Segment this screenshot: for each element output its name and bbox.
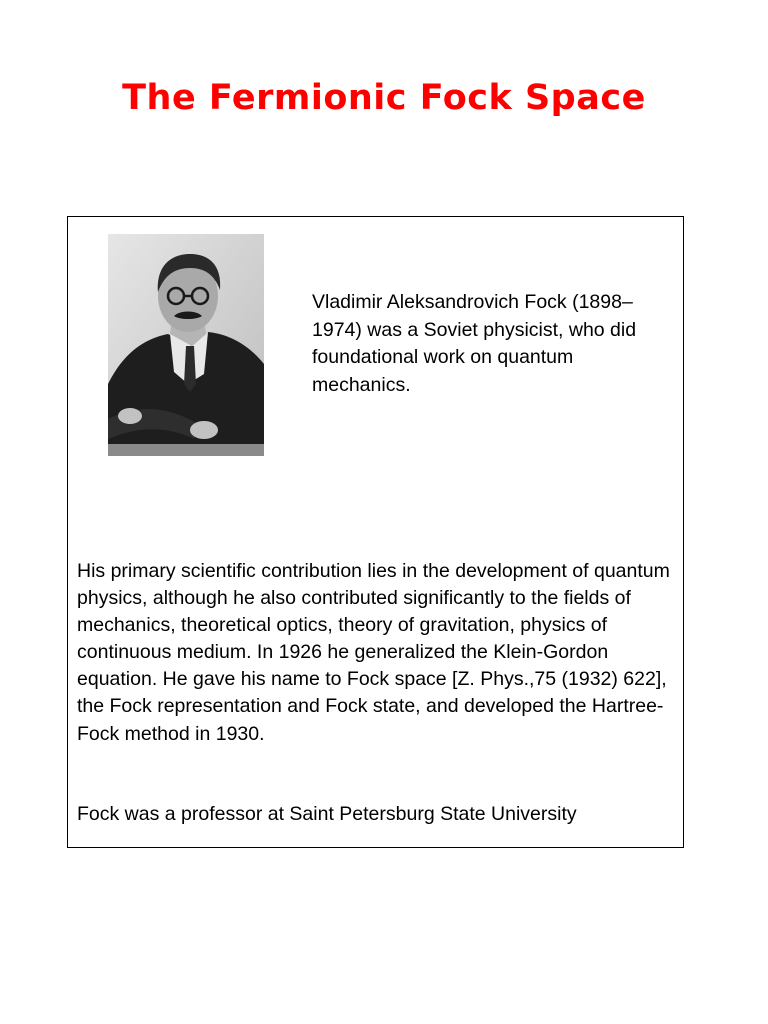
- footer-paragraph: Fock was a professor at Saint Petersburg State University: [77, 803, 577, 825]
- page-title: The Fermionic Fock Space: [122, 78, 646, 118]
- portrait-photo: [108, 234, 264, 456]
- intro-paragraph: Vladimir Aleksandrovich Fock (1898–1974) was a Soviet physicist, who did foundational work on quantum mechanics.: [312, 291, 637, 396]
- body-paragraph: His primary scientific contribution lies in the development of quantum physics, although he also contributed significantly to the fields of mechanics, theoretical optics, theory of gravitation, physics of continuous medium. In 1926 he generalized the Klein-Gordon equation. He gave his name to Fock space [Z. Phys.,75 (1932) 622], the Fock representation and Fock state, and developed the Hartree-Fock method in 1930.: [77, 560, 670, 745]
- person-photo-icon: [108, 234, 264, 456]
- biography-box: [67, 216, 684, 848]
